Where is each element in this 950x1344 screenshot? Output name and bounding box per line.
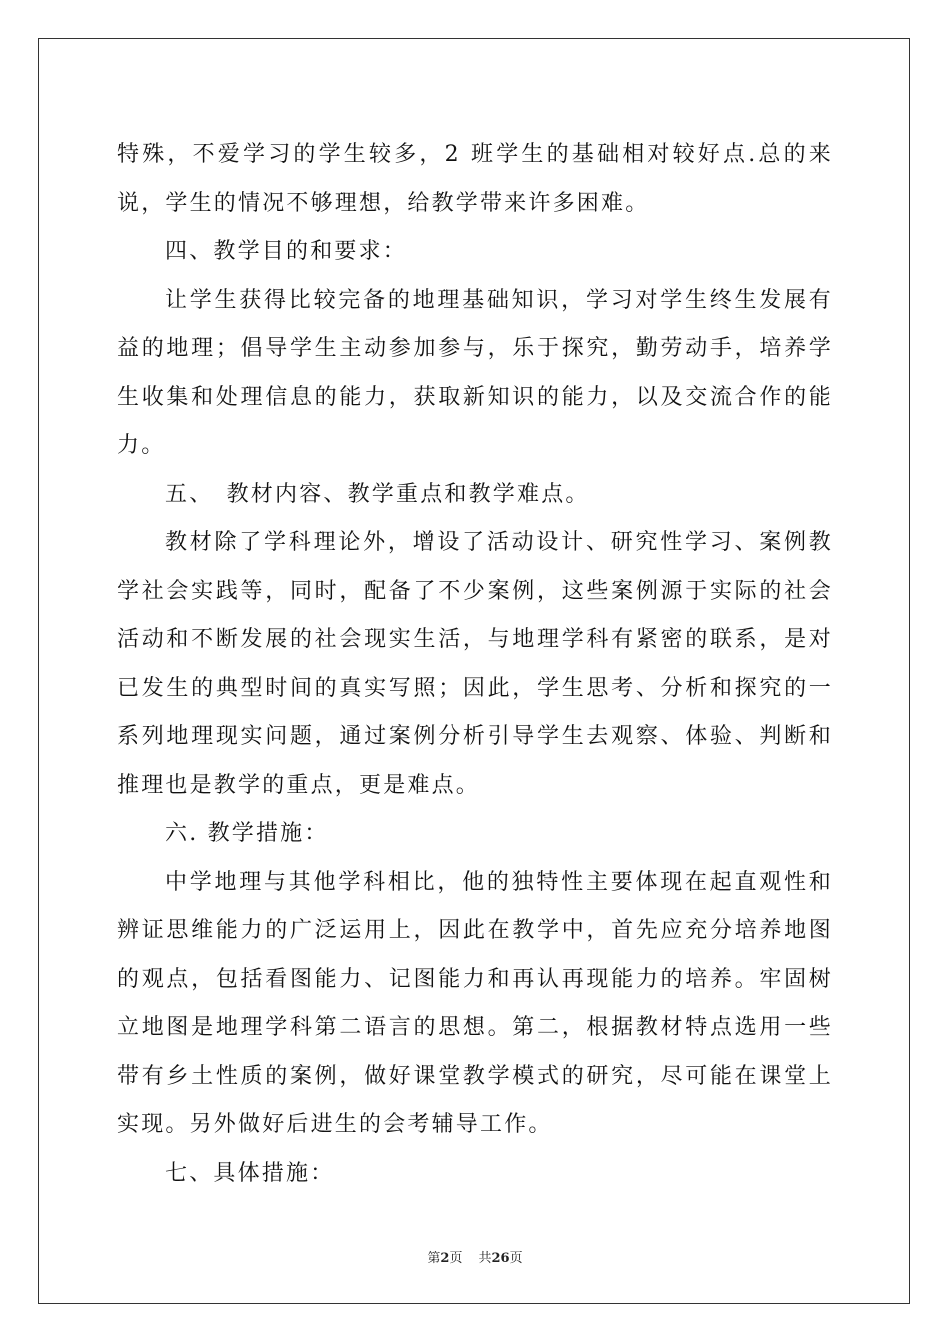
- paragraph-goals: 让学生获得比较完备的地理基础知识，学习对学生终生发展有益的地理；倡导学生主动参加参与，乐于探究，勤劳动手，培养学生收集和处理信息的能力，获取新知识的能力，以及交流合作的能力。: [117, 287, 833, 458]
- paragraph-materials: 教材除了学科理论外，增设了活动设计、研究性学习、案例教学社会实践等，同时，配备了不少案例，这些案例源于实际的社会活动和不断发展的社会现实生活，与地理学科有紧密的联系，是对已发生的典型时间的真实写照；因此，学生思考、分析和探究的一系列地理现实问题，通过案例分析引导学生去观察、体验、判断和推理也是教学的重点，更是难点。: [117, 530, 833, 798]
- section-heading-6: 六. 教学措施：: [165, 821, 329, 846]
- document-body: [117, 131, 833, 1198]
- paragraph-measures: 中学地理与其他学科相比，他的独特性主要体现在起直观性和辨证思维能力的广泛运用上，因此在教学中，首先应充分培养地图的观点，包括看图能力、记图能力和再认再现能力的培养。牢固树立地图是地理学科第二语言的思想。第二，根据教材特点选用一些带有乡土性质的案例，做好课堂教学模式的研究，尽可能在课堂上实现。另外做好后进生的会考辅导工作。: [117, 869, 833, 1137]
- section-heading-7: 七、具体措施：: [165, 1160, 335, 1186]
- footer-total-prefix: 共: [478, 1251, 492, 1266]
- page-footer: [0, 1247, 950, 1266]
- footer-total-pages: 26: [491, 1251, 510, 1266]
- footer-page-suffix: 页: [449, 1251, 463, 1266]
- section-heading-4: 四、教学目的和要求：: [165, 239, 408, 264]
- section-heading-5: 五、 教材内容、教学重点和教学难点。: [165, 481, 590, 507]
- footer-page-prefix: 第: [427, 1251, 441, 1266]
- footer-total-suffix: 页: [509, 1251, 523, 1266]
- paragraph-1: 特殊，不爱学习的学生较多，2 班学生的基础相对较好点.总的来说，学生的情况不够理想，给教学带来许多困难。: [117, 142, 833, 216]
- footer-page-number: 2: [440, 1251, 450, 1266]
